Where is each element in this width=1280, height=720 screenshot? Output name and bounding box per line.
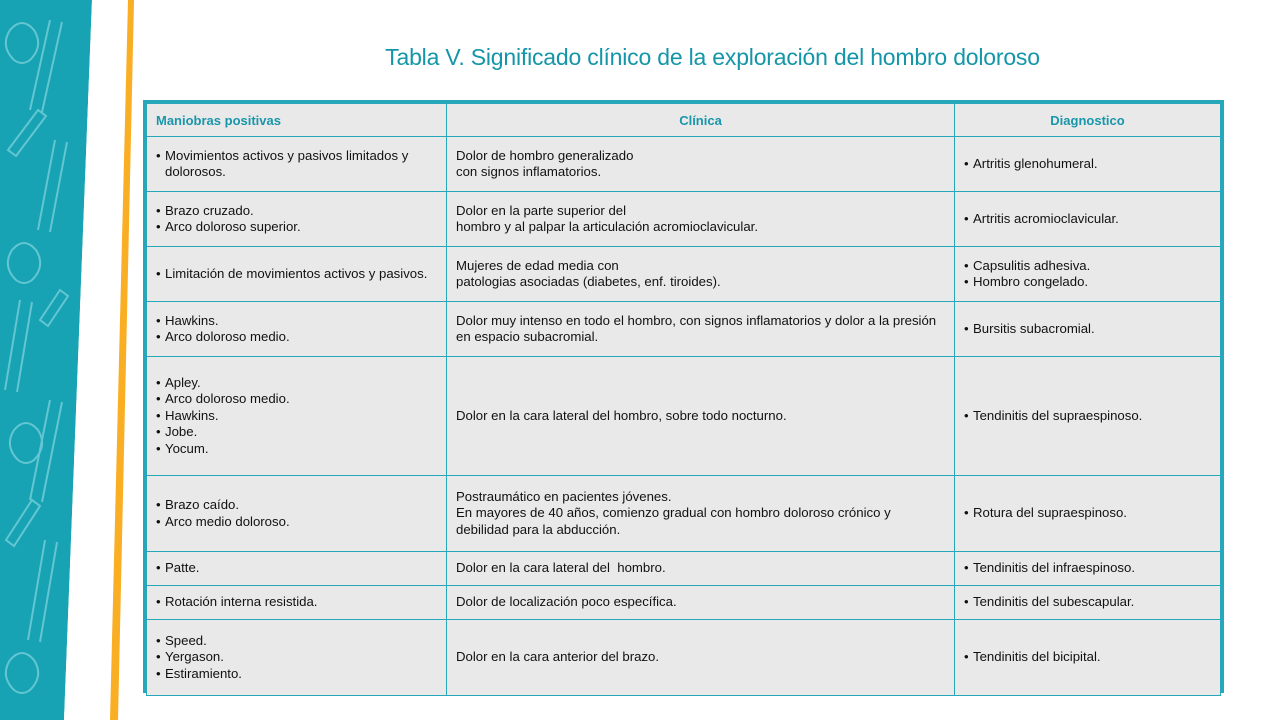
table-row xyxy=(147,552,1221,586)
maniobra-item: • Arco doloroso medio. xyxy=(156,391,437,408)
cell-clinica: Dolor en la cara lateral del hombro, sobre todo nocturno. xyxy=(447,357,955,476)
table-row xyxy=(147,586,1221,620)
cell-diagnostico xyxy=(955,192,1221,247)
cell-clinica: Dolor en la cara lateral del hombro. xyxy=(447,552,955,586)
clinical-table-frame xyxy=(143,100,1224,693)
diagnostico-item: • Rotura del supraespinoso. xyxy=(964,505,1211,522)
cell-maniobras xyxy=(147,302,447,357)
maniobra-item: • Hawkins. xyxy=(156,313,437,330)
cell-diagnostico xyxy=(955,586,1221,620)
cell-maniobras xyxy=(147,192,447,247)
table-row xyxy=(147,476,1221,552)
diagnostico-item: • Tendinitis del subescapular. xyxy=(964,594,1211,611)
table-row xyxy=(147,247,1221,302)
maniobra-item: • Estiramiento. xyxy=(156,666,437,683)
cell-maniobras xyxy=(147,552,447,586)
table-row xyxy=(147,620,1221,696)
cell-maniobras xyxy=(147,620,447,696)
maniobra-item: • Rotación interna resistida. xyxy=(156,594,437,611)
maniobra-item: • Apley. xyxy=(156,375,437,392)
header-diagnostico: Diagnostico xyxy=(955,104,1221,137)
cell-maniobras xyxy=(147,137,447,192)
cell-maniobras xyxy=(147,357,447,476)
diagnostico-item: • Artritis acromioclavicular. xyxy=(964,211,1211,228)
cell-diagnostico xyxy=(955,247,1221,302)
maniobra-item: • Limitación de movimientos activos y pasivos. xyxy=(156,266,437,283)
table-row xyxy=(147,302,1221,357)
cell-maniobras xyxy=(147,586,447,620)
decorative-side-band xyxy=(0,0,140,720)
cell-clinica: Dolor de localización poco específica. xyxy=(447,586,955,620)
cell-diagnostico xyxy=(955,620,1221,696)
diagnostico-item: • Tendinitis del infraespinoso. xyxy=(964,560,1211,577)
header-maniobras: Maniobras positivas xyxy=(147,104,447,137)
page-title: Tabla V. Significado clínico de la exploración del hombro doloroso xyxy=(385,44,1040,70)
cell-clinica: Postraumático en pacientes jóvenes. En mayores de 40 años, comienzo gradual con hombro doloroso crónico y debilidad para la abducción. xyxy=(447,476,955,552)
table-row xyxy=(147,357,1221,476)
maniobra-item: • Jobe. xyxy=(156,424,437,441)
maniobra-item: • Yergason. xyxy=(156,649,437,666)
cell-clinica: Dolor en la parte superior del hombro y al palpar la articulación acromioclavicular. xyxy=(447,192,955,247)
cell-diagnostico xyxy=(955,552,1221,586)
cell-clinica: Dolor en la cara anterior del brazo. xyxy=(447,620,955,696)
diagnostico-item: • Hombro congelado. xyxy=(964,274,1211,291)
diagnostico-item: • Tendinitis del supraespinoso. xyxy=(964,408,1211,425)
cell-diagnostico xyxy=(955,137,1221,192)
header-clinica: Clínica xyxy=(447,104,955,137)
maniobra-item: • Patte. xyxy=(156,560,437,577)
cell-diagnostico xyxy=(955,476,1221,552)
cell-clinica: Dolor muy intenso en todo el hombro, con signos inflamatorios y dolor a la presión en espacio subacromial. xyxy=(447,302,955,357)
maniobra-item: • Yocum. xyxy=(156,441,437,458)
table-row xyxy=(147,137,1221,192)
maniobra-item: • Brazo cruzado. xyxy=(156,203,437,220)
clinical-table xyxy=(146,103,1221,696)
maniobra-item: • Speed. xyxy=(156,633,437,650)
cell-diagnostico xyxy=(955,357,1221,476)
diagnostico-item: • Tendinitis del bicipital. xyxy=(964,649,1211,666)
cell-diagnostico xyxy=(955,302,1221,357)
table-header-row xyxy=(147,104,1221,137)
cell-maniobras xyxy=(147,476,447,552)
maniobra-item: • Arco doloroso superior. xyxy=(156,219,437,236)
maniobra-item: • Movimientos activos y pasivos limitados y dolorosos. xyxy=(156,148,437,181)
diagnostico-item: • Capsulitis adhesiva. xyxy=(964,258,1211,275)
maniobra-item: • Arco doloroso medio. xyxy=(156,329,437,346)
diagnostico-item: • Artritis glenohumeral. xyxy=(964,156,1211,173)
maniobra-item: • Hawkins. xyxy=(156,408,437,425)
diagnostico-item: • Bursitis subacromial. xyxy=(964,321,1211,338)
cell-maniobras xyxy=(147,247,447,302)
maniobra-item: • Brazo caído. xyxy=(156,497,437,514)
table-row xyxy=(147,192,1221,247)
cell-clinica: Mujeres de edad media con patologias asociadas (diabetes, enf. tiroides). xyxy=(447,247,955,302)
cell-clinica: Dolor de hombro generalizado con signos inflamatorios. xyxy=(447,137,955,192)
maniobra-item: • Arco medio doloroso. xyxy=(156,514,437,531)
